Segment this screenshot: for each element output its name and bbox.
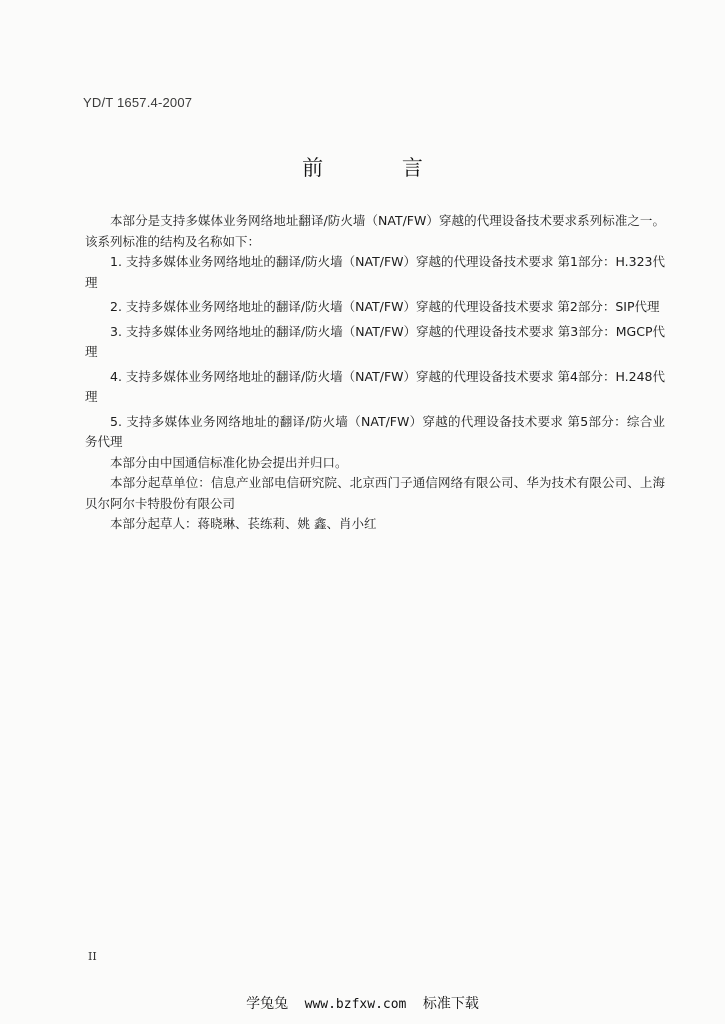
- proposed-by-paragraph: 本部分由中国通信标准化协会提出并归口。: [110, 454, 348, 470]
- page-number: II: [88, 950, 97, 963]
- document-body: [85, 211, 665, 535]
- list-item: 2. 支持多媒体业务网络地址的翻译/防火墙（NAT/FW）穿越的代理设备技术要求 第2部分：SIP代理: [110, 299, 660, 314]
- list-item: 4. 支持多媒体业务网络地址的翻译/防火墙（NAT/FW）穿越的代理设备技术要求 第4部分：H.248代理: [85, 368, 665, 404]
- intro-paragraph: 本部分是支持多媒体业务网络地址翻译/防火墙（NAT/FW）穿越的代理设备技术要求系列标准之一。该系列标准的结构及名称如下：: [85, 213, 665, 249]
- footer-url-link[interactable]: www.bzfxw.com: [304, 997, 407, 1012]
- drafting-units-paragraph: 本部分起草单位：信息产业部电信研究院、北京西门子通信网络有限公司、华为技术有限公司、上海贝尔阿尔卡特股份有限公司: [85, 475, 665, 511]
- footer-tagline: 标准下载: [422, 996, 479, 1012]
- footer-watermark: [0, 993, 725, 1013]
- footer-site-name: 学兔兔: [246, 996, 289, 1012]
- document-code: YD/T 1657.4-2007: [83, 95, 193, 110]
- list-item: 5. 支持多媒体业务网络地址的翻译/防火墙（NAT/FW）穿越的代理设备技术要求 第5部分：综合业务代理: [85, 413, 665, 449]
- drafters-paragraph: 本部分起草人：蒋晓琳、苌练莉、姚 鑫、肖小红: [110, 516, 377, 531]
- page-title: 前 言: [302, 156, 459, 180]
- list-item: 3. 支持多媒体业务网络地址的翻译/防火墙（NAT/FW）穿越的代理设备技术要求 第3部分：MGCP代理: [85, 323, 665, 359]
- list-item: 1. 支持多媒体业务网络地址的翻译/防火墙（NAT/FW）穿越的代理设备技术要求 第1部分：H.323代理: [85, 254, 665, 290]
